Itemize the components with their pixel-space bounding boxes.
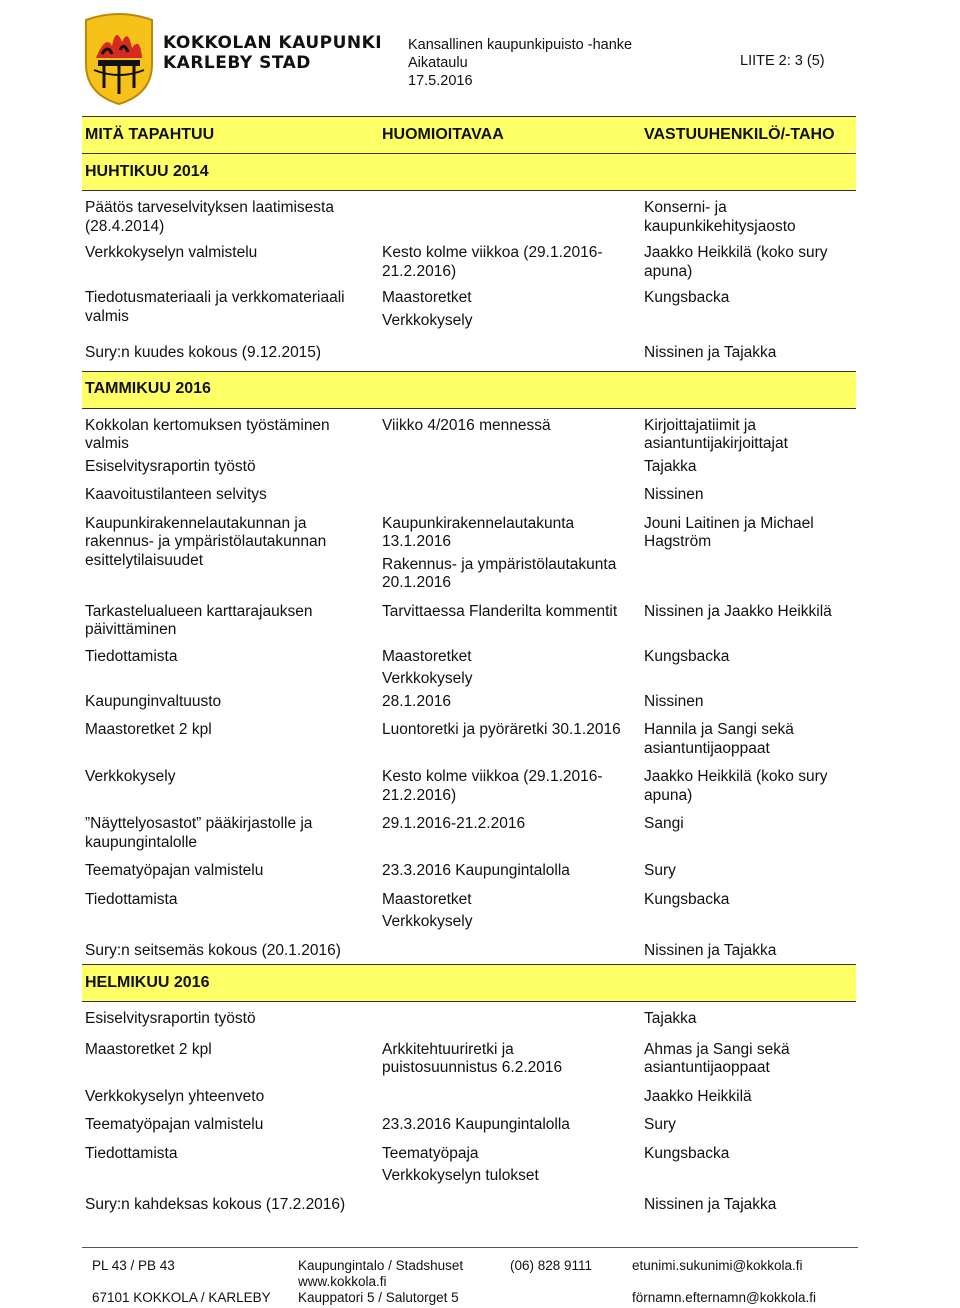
cell-line: Teematyöpaja xyxy=(382,1144,479,1162)
cell-line: asiantuntijaoppaat xyxy=(644,1059,770,1076)
table-row xyxy=(82,417,856,454)
notes-cell xyxy=(382,458,644,477)
cell-line: Kungsbacka xyxy=(644,1144,730,1162)
cell-line: Konserni- ja xyxy=(644,199,727,216)
notes-cell xyxy=(382,693,644,712)
cell-line: Nissinen ja Tajakka xyxy=(644,1195,777,1213)
table-header xyxy=(82,116,856,153)
footer-phone: (06) 828 9111 xyxy=(510,1258,593,1273)
responsible-cell xyxy=(644,1196,856,1215)
cell-line: Kungsbacka xyxy=(644,647,730,665)
cell-line: Kaupunginvaltuusto xyxy=(85,692,222,710)
table-row xyxy=(82,486,856,505)
cell-line: esittelytilaisuudet xyxy=(85,551,204,569)
cell-line: asiantuntijakirjoittajat xyxy=(644,435,788,452)
cell-line: Tarvittaessa Flanderilta kommentit xyxy=(382,602,618,620)
cell-line: Tajakka xyxy=(644,1010,697,1027)
cell-line: 23.3.2016 Kaupungintalolla xyxy=(382,1116,570,1133)
cell-line: apuna) xyxy=(644,262,693,280)
cell-line: Maastoretket xyxy=(382,647,472,665)
table-row xyxy=(82,942,856,961)
what-cell xyxy=(82,1041,382,1078)
table-row xyxy=(82,1088,856,1107)
cell-line: Verkkokysely xyxy=(382,913,473,930)
cell-line: Jaakko Heikkilä (koko sury xyxy=(644,768,828,785)
cell-line: puistosuunnistus 6.2.2016 xyxy=(382,1059,563,1076)
table-row xyxy=(82,1010,856,1029)
cell-line: Maastoretket xyxy=(382,289,472,306)
responsible-cell xyxy=(644,199,856,236)
responsible-cell xyxy=(644,515,856,593)
what-cell xyxy=(82,486,382,505)
what-cell xyxy=(82,603,382,640)
responsible-cell xyxy=(644,721,856,758)
page-footer xyxy=(82,1247,858,1306)
cell-line: 23.3.2016 Kaupungintalolla xyxy=(382,862,570,879)
table-row xyxy=(82,199,856,236)
cell-line: Verkkokyselyn yhteenveto xyxy=(85,1087,265,1105)
cell-line: Viikko 4/2016 mennessä xyxy=(382,416,551,434)
cell-line: Hannila ja Sangi sekä xyxy=(644,721,794,738)
cell-line: 28.1.2016 xyxy=(382,692,451,710)
cell-line: Tajakka xyxy=(644,457,697,475)
what-cell xyxy=(82,721,382,758)
cell-line: 21.2.2016) xyxy=(382,262,457,280)
header-what: MITÄ TAPAHTUU xyxy=(85,125,215,143)
cell-line: Esiselvitysraportin työstö xyxy=(85,457,256,475)
cell-line: Jouni Laitinen ja Michael xyxy=(644,514,814,532)
notes-cell xyxy=(382,1088,644,1107)
table-row xyxy=(82,1145,856,1186)
notes-cell xyxy=(382,244,644,281)
cell-line: Tiedottamista xyxy=(85,890,178,908)
notes-cell xyxy=(382,862,644,881)
what-cell xyxy=(82,815,382,852)
cell-line: Ahmas ja Sangi sekä xyxy=(644,1040,790,1058)
what-cell xyxy=(82,862,382,881)
what-cell xyxy=(82,199,382,236)
header-notes: HUOMIOITAVAA xyxy=(382,125,504,143)
notes-cell xyxy=(382,721,644,758)
what-cell xyxy=(82,244,382,281)
notes-cell xyxy=(382,417,644,454)
responsible-cell xyxy=(644,1116,856,1135)
responsible-cell xyxy=(644,603,856,640)
responsible-cell xyxy=(644,1088,856,1107)
org-name-fi: KOKKOLAN KAUPUNKI xyxy=(163,33,383,53)
cell-line: Kesto kolme viikkoa (29.1.2016- xyxy=(382,768,603,785)
notes-cell xyxy=(382,1116,644,1135)
notes-cell xyxy=(382,1010,644,1029)
responsible-cell xyxy=(644,942,856,961)
cell-line: Kirjoittajatiimit ja xyxy=(644,416,756,434)
crest-icon xyxy=(82,4,156,108)
table-row xyxy=(82,515,856,593)
cell-line: Kesto kolme viikkoa (29.1.2016- xyxy=(382,244,603,261)
month-title: HUHTIKUU 2014 xyxy=(85,162,209,180)
responsible-cell xyxy=(644,244,856,281)
table-row xyxy=(82,815,856,852)
cell-line: 13.1.2016 xyxy=(382,533,451,550)
footer-email: etunimi.sukunimi@kokkola.fi xyxy=(632,1258,803,1273)
notes-cell xyxy=(382,515,644,593)
cell-line: valmis xyxy=(85,435,129,452)
what-cell xyxy=(82,515,382,593)
what-cell xyxy=(82,1010,382,1029)
month-title: TAMMIKUU 2016 xyxy=(85,380,211,398)
cell-line: Nissinen ja Jaakko Heikkilä xyxy=(644,602,832,620)
cell-line: Tiedotusmateriaali ja verkkomateriaali xyxy=(85,289,345,306)
cell-line: Hagström xyxy=(644,533,712,550)
what-cell xyxy=(82,289,382,330)
notes-cell xyxy=(382,1196,644,1215)
cell-line: valmis xyxy=(85,307,129,325)
cell-line: Verkkokysely xyxy=(85,768,176,785)
responsible-cell xyxy=(644,417,856,454)
what-cell xyxy=(82,768,382,805)
cell-line: Esiselvitysraportin työstö xyxy=(85,1010,256,1027)
cell-line: (28.4.2014) xyxy=(85,217,165,235)
footer-street: Kauppatori 5 / Salutorget 5 xyxy=(298,1290,459,1305)
cell-line: Maastoretket 2 kpl xyxy=(85,1040,212,1058)
table-row xyxy=(82,721,856,758)
cell-line: Rakennus- ja ympäristölautakunta xyxy=(382,555,617,573)
responsible-cell xyxy=(644,486,856,505)
header-responsible: VASTUUHENKILÖ/-TAHO xyxy=(644,125,835,143)
cell-line: Verkkokyselyn valmistelu xyxy=(85,244,258,261)
organization-name xyxy=(163,33,382,73)
notes-cell xyxy=(382,815,644,852)
cell-line: Kungsbacka xyxy=(644,890,730,908)
table-row xyxy=(82,693,856,712)
notes-cell xyxy=(382,942,644,961)
document-date: 17.5.2016 xyxy=(408,73,473,89)
cell-line: Sury:n kahdeksas kokous (17.2.2016) xyxy=(85,1195,346,1213)
cell-line: Sangi xyxy=(644,815,684,832)
cell-line: Nissinen ja Tajakka xyxy=(644,344,777,361)
cell-line: Sury xyxy=(644,862,676,879)
cell-line: Kaupunkirakennelautakunnan ja xyxy=(85,514,307,532)
cell-line: asiantuntijaoppaat xyxy=(644,739,770,757)
footer-email-sv: förnamn.efternamn@kokkola.fi xyxy=(632,1290,817,1305)
cell-line: Sury:n kuudes kokous (9.12.2015) xyxy=(85,344,322,361)
cell-line: Sury:n seitsemäs kokous (20.1.2016) xyxy=(85,941,341,959)
cell-line: Maastoretket 2 kpl xyxy=(85,721,212,738)
what-cell xyxy=(82,1116,382,1135)
cell-line: Kungsbacka xyxy=(644,289,730,306)
responsible-cell xyxy=(644,458,856,477)
responsible-cell xyxy=(644,891,856,932)
what-cell xyxy=(82,458,382,477)
cell-line: Jaakko Heikkilä (koko sury xyxy=(644,244,828,261)
what-cell xyxy=(82,417,382,454)
cell-line: Verkkokysely xyxy=(382,311,473,329)
cell-line: Luontoretki ja pyöräretki 30.1.2016 xyxy=(382,721,621,738)
notes-cell xyxy=(382,1145,644,1186)
table-row xyxy=(82,1116,856,1135)
footer-po-box: PL 43 / PB 43 xyxy=(92,1258,175,1273)
table-row xyxy=(82,289,856,330)
responsible-cell xyxy=(644,1145,856,1186)
footer-website: www.kokkola.fi xyxy=(298,1274,387,1289)
what-cell xyxy=(82,648,382,689)
month-header xyxy=(82,371,856,409)
footer-address: Kaupungintalo / Stadshuset xyxy=(298,1258,464,1273)
table-row xyxy=(82,603,856,640)
table-row xyxy=(82,862,856,881)
responsible-cell xyxy=(644,1010,856,1029)
what-cell xyxy=(82,693,382,712)
cell-line: Kaupunkirakennelautakunta xyxy=(382,514,575,532)
responsible-cell xyxy=(644,815,856,852)
cell-line: 21.2.2016) xyxy=(382,786,457,804)
cell-line: Nissinen xyxy=(644,692,704,710)
schedule-table xyxy=(82,116,856,1218)
cell-line: 20.1.2016 xyxy=(382,574,451,591)
cell-line: Verkkokyselyn tulokset xyxy=(382,1167,539,1184)
cell-line: Tarkastelualueen karttarajauksen xyxy=(85,602,313,620)
what-cell xyxy=(82,942,382,961)
table-row xyxy=(82,891,856,932)
cell-line: Nissinen xyxy=(644,486,704,503)
city-crest-logo xyxy=(82,4,156,113)
table-row xyxy=(82,344,856,363)
cell-line: Kokkolan kertomuksen työstäminen xyxy=(85,416,330,434)
cell-line: kaupungintalolle xyxy=(85,833,198,851)
what-cell xyxy=(82,891,382,932)
project-name: Kansallinen kaupunkipuisto -hanke xyxy=(408,37,633,53)
footer-postal: 67101 KOKKOLA / KARLEBY xyxy=(92,1290,271,1305)
cell-line: Kaavoitustilanteen selvitys xyxy=(85,486,267,503)
org-name-sv: KARLEBY STAD xyxy=(163,53,311,73)
what-cell xyxy=(82,344,382,363)
responsible-cell xyxy=(644,693,856,712)
notes-cell xyxy=(382,603,644,640)
cell-line: 29.1.2016-21.2.2016 xyxy=(382,815,526,832)
month-header xyxy=(82,964,856,1002)
what-cell xyxy=(82,1088,382,1107)
cell-line: Tiedottamista xyxy=(85,647,178,665)
cell-line: päivittäminen xyxy=(85,621,177,638)
notes-cell xyxy=(382,344,644,363)
cell-line: Maastoretket xyxy=(382,890,472,908)
document-type: Aikataulu xyxy=(408,55,468,71)
notes-cell xyxy=(382,648,644,689)
table-row xyxy=(82,768,856,805)
notes-cell xyxy=(382,891,644,932)
cell-line: ”Näyttelyosastot” pääkirjastolle ja xyxy=(85,815,313,832)
cell-line: Nissinen ja Tajakka xyxy=(644,941,777,959)
appendix-label: LIITE 2: 3 (5) xyxy=(740,53,825,69)
responsible-cell xyxy=(644,1041,856,1078)
cell-line: Sury xyxy=(644,1116,676,1133)
cell-line: rakennus- ja ympäristölautakunnan xyxy=(85,533,327,550)
responsible-cell xyxy=(644,289,856,330)
cell-line: Päätös tarveselvityksen laatimisesta xyxy=(85,199,334,216)
cell-line: Teematyöpajan valmistelu xyxy=(85,862,264,879)
responsible-cell xyxy=(644,344,856,363)
table-row xyxy=(82,458,856,477)
notes-cell xyxy=(382,199,644,236)
table-row xyxy=(82,1041,856,1078)
cell-line: apuna) xyxy=(644,786,693,804)
month-title: HELMIKUU 2016 xyxy=(85,973,210,991)
responsible-cell xyxy=(644,862,856,881)
document-title xyxy=(408,36,632,90)
cell-line: kaupunkikehitysjaosto xyxy=(644,217,796,235)
cell-line: Tiedottamista xyxy=(85,1144,178,1162)
responsible-cell xyxy=(644,768,856,805)
table-row xyxy=(82,244,856,281)
table-row xyxy=(82,1196,856,1215)
cell-line: Jaakko Heikkilä xyxy=(644,1087,752,1105)
what-cell xyxy=(82,1196,382,1215)
cell-line: Arkkitehtuuriretki ja xyxy=(382,1040,514,1058)
table-row xyxy=(82,648,856,689)
what-cell xyxy=(82,1145,382,1186)
notes-cell xyxy=(382,1041,644,1078)
notes-cell xyxy=(382,289,644,330)
cell-line: Verkkokysely xyxy=(382,670,473,687)
notes-cell xyxy=(382,486,644,505)
responsible-cell xyxy=(644,648,856,689)
cell-line: Teematyöpajan valmistelu xyxy=(85,1116,264,1133)
notes-cell xyxy=(382,768,644,805)
month-header xyxy=(82,153,856,191)
